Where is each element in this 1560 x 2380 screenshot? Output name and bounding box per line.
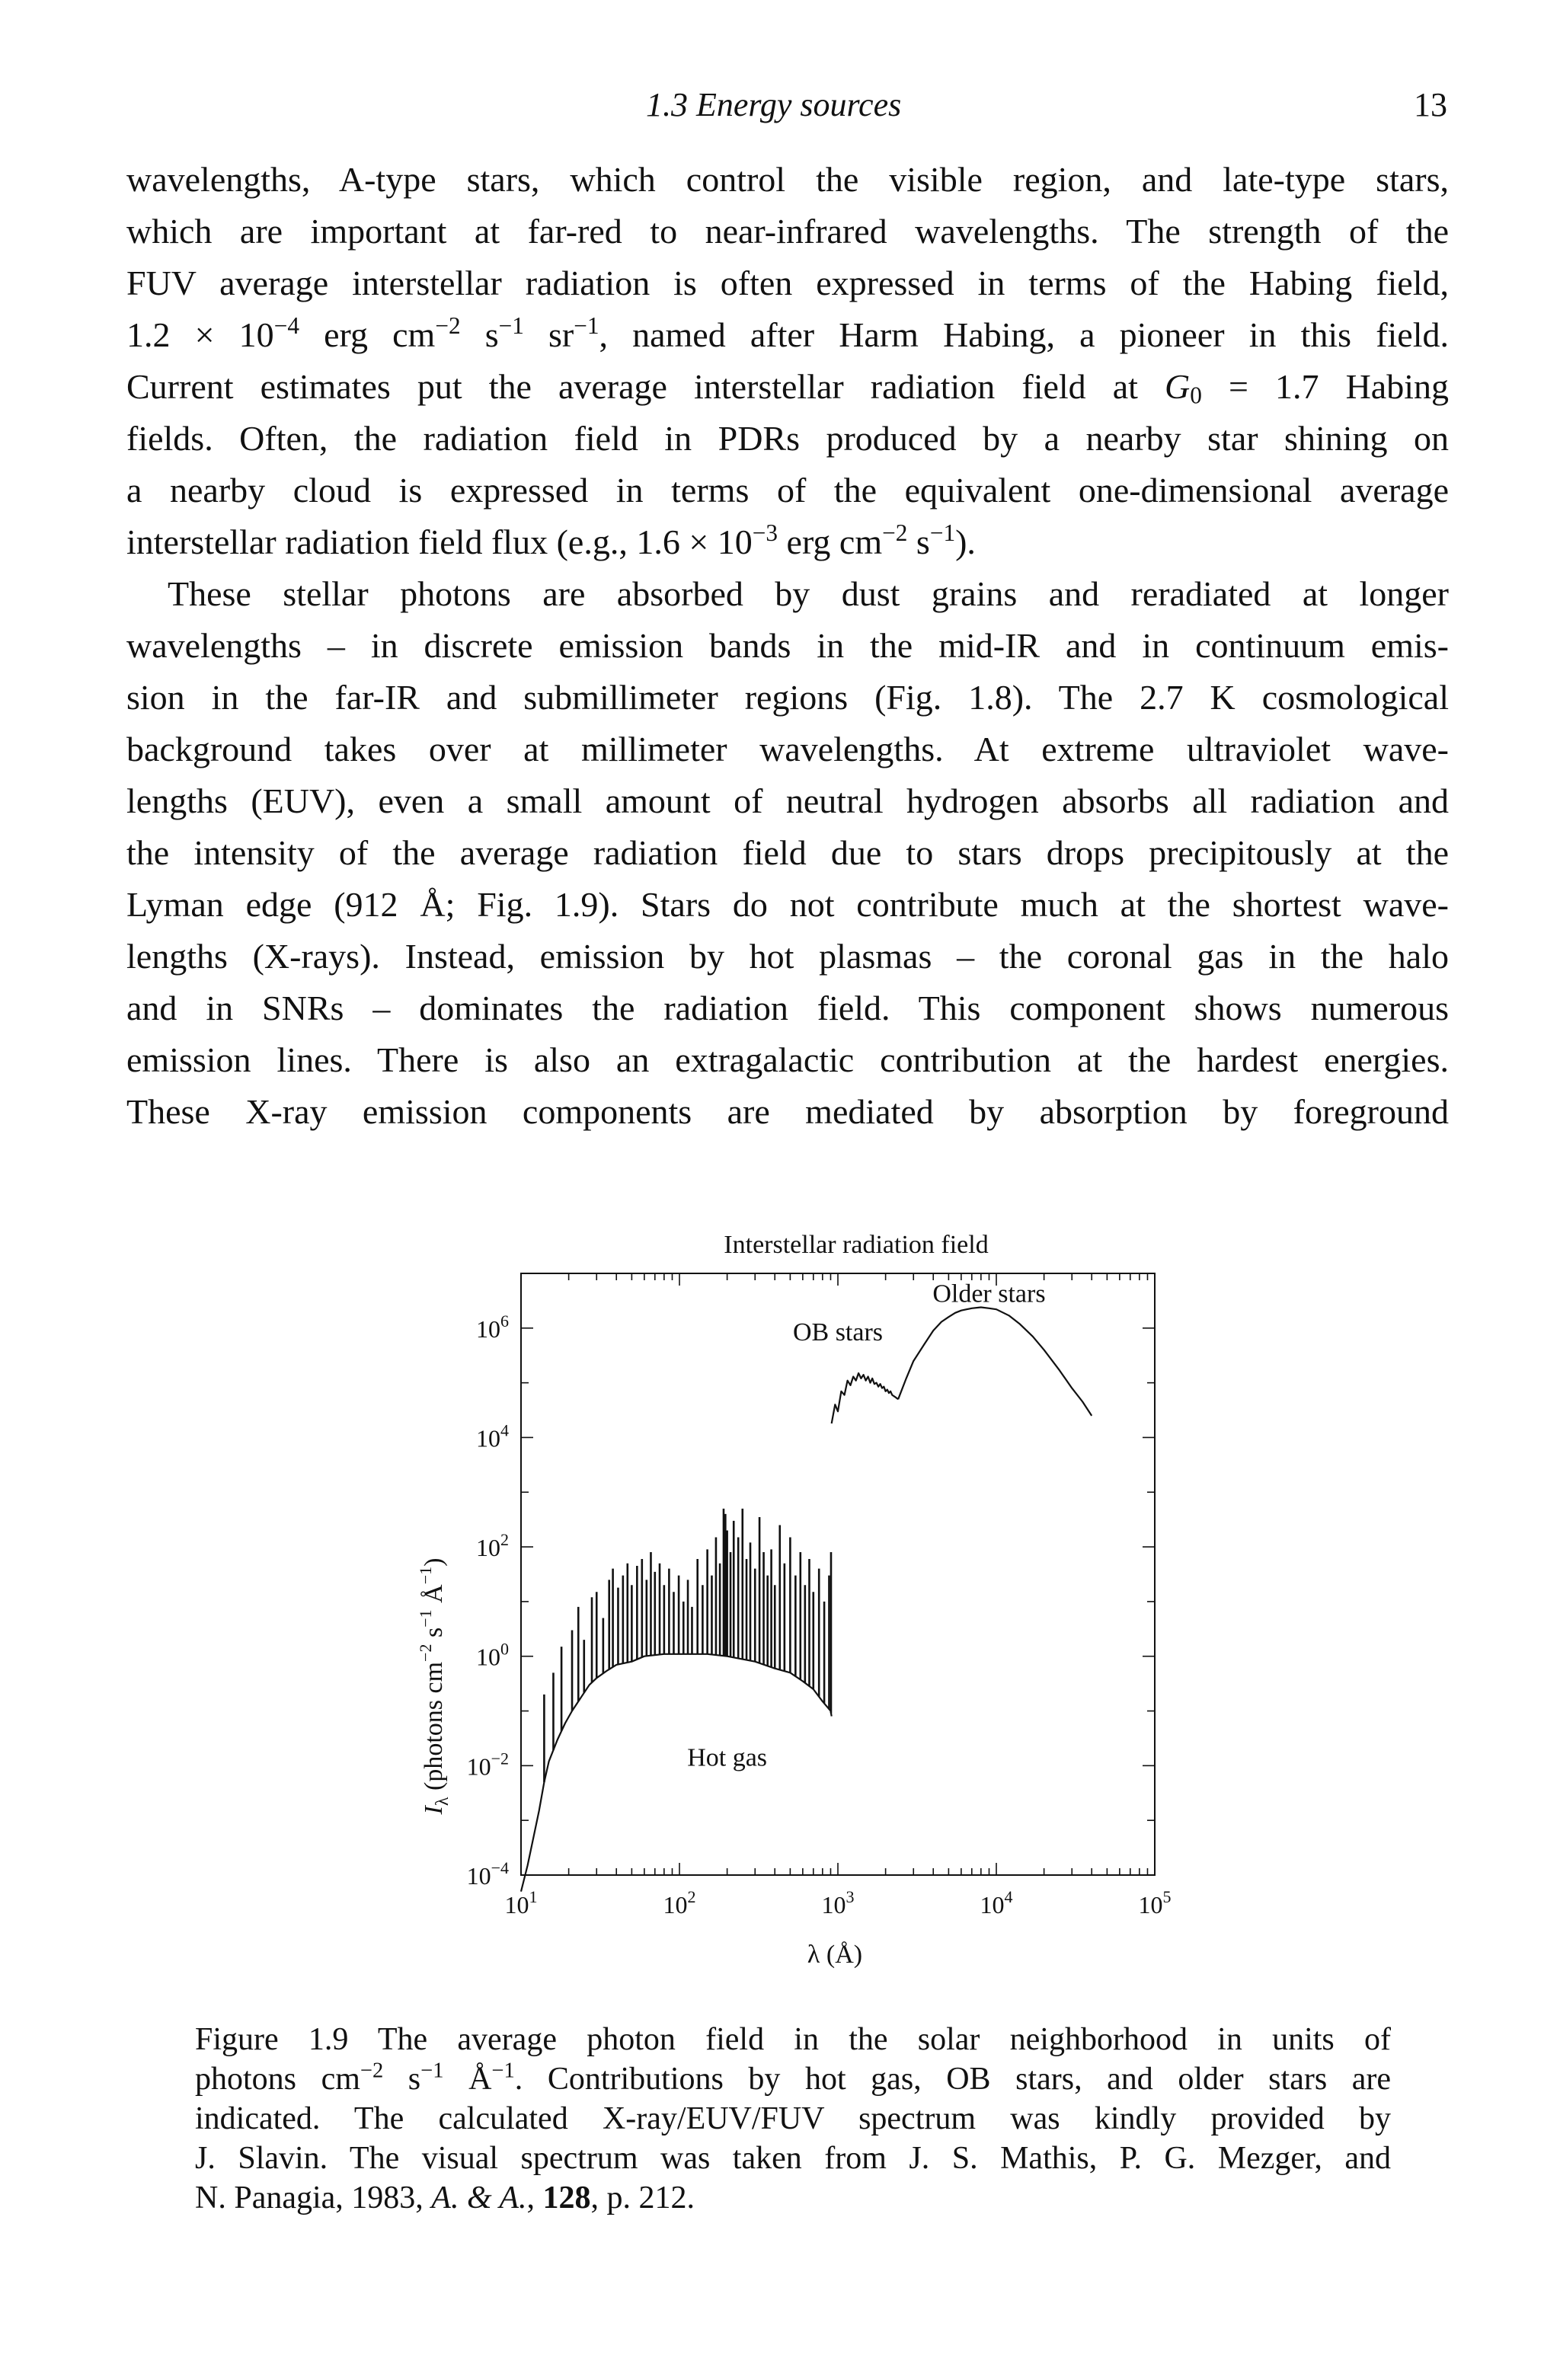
text-run: , named after Harm Habing, a pioneer in this field. <box>599 315 1449 354</box>
y-tick-label: $10^{-4}$ <box>466 1858 509 1890</box>
x-tick-label: $10^5$ <box>1138 1887 1172 1918</box>
text-line: These stellar photons are absorbed by dust grains and reradiated at longer <box>168 574 1449 613</box>
plot-border <box>521 1273 1155 1875</box>
annotation-ob-stars: OB stars <box>792 1318 884 1347</box>
series-hot-gas <box>521 1654 832 1892</box>
figure-1-9 <box>0 1211 1560 2011</box>
figure-caption <box>195 2020 1391 2218</box>
x-axis-label: λ (Å) <box>807 1941 863 1969</box>
text-line: and in SNRs – dominates the radiation field. This component shows numerous <box>126 989 1449 1027</box>
text-run: s <box>907 522 930 561</box>
text-line: background takes over at millimeter wavelengths. At extreme ultraviolet wave- <box>126 730 1449 768</box>
text-run: photons cm <box>195 2062 360 2097</box>
body-text <box>126 154 1449 1138</box>
annotation-hot-gas: Hot gas <box>687 1743 768 1772</box>
text-run: s <box>383 2062 421 2097</box>
paragraph-1 <box>126 154 1449 568</box>
text-run: ). <box>955 522 976 561</box>
caption-line: indicated. The calculated X-ray/EUV/FUV spectrum was kindly provided by <box>195 2101 1391 2136</box>
journal-name: A. & A. <box>431 2180 527 2215</box>
x-tick-label: $10^1$ <box>504 1887 538 1918</box>
text-line: wavelengths, A-type stars, which control the visible region, and late-type stars, <box>126 160 1449 199</box>
text-run: erg cm <box>778 522 883 561</box>
superscript: −1 <box>491 2059 515 2083</box>
text-run: . Contributions by hot gas, OB stars, and older stars are <box>514 2062 1391 2097</box>
caption-line: Figure 1.9 The average photon field in the solar neighborhood in units of <box>195 2022 1391 2057</box>
y-tick-label: $10^0$ <box>476 1639 509 1671</box>
text-run: sr <box>523 315 574 354</box>
page-number: 13 <box>1414 86 1447 123</box>
y-tick-label: $10^{-2}$ <box>466 1749 509 1781</box>
text-run: interstellar radiation field flux (e.g., 1.6 × 10 <box>126 522 753 561</box>
superscript: −4 <box>273 311 299 339</box>
y-tick-label: $10^2$ <box>476 1530 509 1562</box>
text-line: sion in the far-IR and submillimeter regions (Fig. 1.8). The 2.7 K cosmological <box>126 678 1449 717</box>
y-tick-label: $10^4$ <box>476 1420 509 1452</box>
superscript: −1 <box>498 311 524 339</box>
text-line: These X-ray emission components are mediated by absorption by foreground <box>126 1092 1449 1131</box>
text-run: Å <box>443 2062 492 2097</box>
subscript: 0 <box>1190 382 1202 409</box>
y-axis-label: $I_\lambda$ (photons $cm^{-2}$ $s^{-1}$ $Å^{-1}$) <box>416 1557 452 1815</box>
caption-line <box>195 2178 1391 2218</box>
text-line: FUV average interstellar radiation is often expressed in terms of the Habing field, <box>126 264 1449 302</box>
axis-ticks <box>521 1273 1155 1875</box>
math-symbol: G <box>1165 367 1191 406</box>
plot-frame <box>521 1273 1155 1875</box>
text-line: lengths (X-rays). Instead, emission by hot plasmas – the coronal gas in the halo <box>126 937 1449 976</box>
text-line <box>126 516 1449 568</box>
text-line: which are important at far-red to near-infrared wavelengths. The strength of the <box>126 212 1449 251</box>
text-line: fields. Often, the radiation field in PDRs produced by a nearby star shining on <box>126 419 1449 458</box>
running-head <box>0 82 1560 128</box>
annotations <box>687 1280 1045 1772</box>
annotation-older-stars: Older stars <box>932 1279 1046 1308</box>
x-tick-label: $10^4$ <box>980 1887 1013 1918</box>
superscript: −2 <box>882 519 908 546</box>
paragraph-2 <box>126 568 1449 1138</box>
caption-line: J. Slavin. The visual spectrum was taken from J. S. Mathis, P. G. Mezger, and <box>195 2141 1391 2176</box>
text-line <box>126 309 1449 361</box>
text-run: = 1.7 Habing <box>1201 367 1449 406</box>
text-run: N. Panagia, 1983, <box>195 2180 432 2215</box>
y-tick-label: $10^6$ <box>476 1311 509 1343</box>
superscript: −3 <box>752 519 778 546</box>
superscript: −1 <box>929 519 956 546</box>
text-run: s <box>460 315 499 354</box>
text-line: emission lines. There is also an extragalactic contribution at the hardest energies. <box>126 1040 1449 1079</box>
chart-title: Interstellar radiation field <box>724 1231 989 1259</box>
text-line: Lyman edge (912 Å; Fig. 1.9). Stars do not contribute much at the shortest wave- <box>126 885 1449 924</box>
superscript: −2 <box>360 2059 384 2083</box>
text-line: lengths (EUV), even a small amount of neutral hydrogen absorbs all radiation and <box>126 781 1449 820</box>
series-older-stars <box>898 1308 1092 1416</box>
text-run: Current estimates put the average interstellar radiation field at <box>126 367 1165 406</box>
volume-number: 128 <box>542 2180 591 2215</box>
interstellar-radiation-chart <box>0 1211 1560 2011</box>
x-tick-label: $10^3$ <box>821 1887 855 1918</box>
text-run: , <box>526 2180 543 2215</box>
running-title: 1.3 Energy sources <box>646 86 902 123</box>
superscript: −1 <box>420 2059 444 2083</box>
series-group <box>521 1308 1092 1892</box>
text-line <box>126 361 1449 413</box>
superscript: −2 <box>435 311 461 339</box>
caption-line <box>195 2059 1391 2099</box>
text-run: erg cm <box>299 315 436 354</box>
superscript: −1 <box>574 311 599 339</box>
text-line: a nearby cloud is expressed in terms of the equivalent one-dimensional average <box>126 471 1449 510</box>
text-run: , p. 212. <box>590 2180 695 2215</box>
series-ob-stars <box>832 1373 898 1423</box>
text-line: wavelengths – in discrete emission bands in the mid-IR and in continuum emis- <box>126 626 1449 665</box>
x-tick-label: $10^2$ <box>663 1887 696 1918</box>
text-line: the intensity of the average radiation field due to stars drops precipitously at the <box>126 833 1449 872</box>
text-run: 1.2 × 10 <box>126 315 274 354</box>
